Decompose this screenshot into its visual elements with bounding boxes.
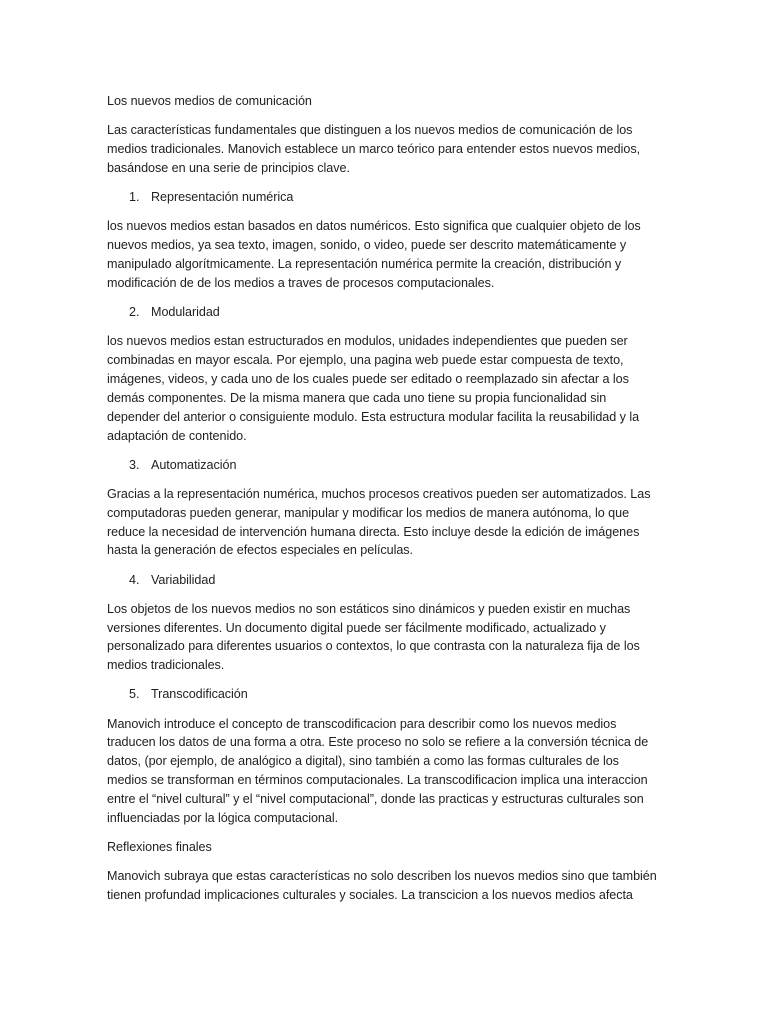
list-heading: Modularidad <box>151 304 220 319</box>
closing-heading: Reflexiones finales <box>107 840 212 855</box>
section-paragraph: Manovich introduce el concepto de transcodificacion para describir como los nuevos medios traducen los datos de una forma a otra. Este proceso no solo se refiere a la conversión técnica de datos, (por ejemplo, de analógico a digital), sino también a como las formas culturales de los medios se transforman en términos computacionales. La transcodificacion implica una interaccion entre el “nivel cultural” y el “nivel computacional”, donde las practicas y estructuras culturales son influenciadas por la lógica computacional. <box>107 716 649 826</box>
section-paragraph: Los objetos de los nuevos medios no son estáticos sino dinámicos y pueden existir en muchas versiones diferentes. Un documento digital puede ser fácilmente modificado, actualizado y personalizado para diferentes usuarios o contextos, lo que contrasta con la naturaleza fija de los medios tradicionales. <box>107 601 640 673</box>
closing-paragraph: Manovich subraya que estas características no solo describen los nuevos medios sino que también tienen profundad implicaciones culturales y sociales. La transcicion a los nuevos medios afecta <box>107 869 657 903</box>
list-item-variability <box>107 571 662 590</box>
list-number: 1. <box>129 190 140 204</box>
section-paragraph: los nuevos medios estan basados en datos numéricos. Esto significa que cualquier objeto de los nuevos medios, ya sea texto, imagen, sonido, o video, puede ser descrito matemáticamente y manipulado algorítmicamente. La representación numérica permite la creación, distribución y modificación de de los medios a traves de procesos computacionales. <box>107 219 641 290</box>
section-paragraph: los nuevos medios estan estructurados en modulos, unidades independientes que pueden ser combinadas en mayor escala. Por ejemplo, una pagina web puede estar compuesta de texto, imágenes, videos, y cada uno de los cuales puede ser editado o reemplazado sin afectar a los demás componentes. De la misma manera que cada uno tiene su propia funcionalidad sin depender del anterior o consiguiente modulo. Esta estructura modular facilita la reusabilidad y la adaptación de contenido. <box>107 334 640 443</box>
list-heading: Transcodificación <box>151 687 248 702</box>
intro-paragraph: Las características fundamentales que distinguen a los nuevos medios de comunicación de los medios tradicionales. Manovich establece un marco teórico para entender estos nuevos medios, basándose en una serie de principios clave. <box>107 123 641 175</box>
list-number: 5. <box>129 687 140 702</box>
document-page <box>107 92 662 915</box>
list-item-modularity <box>107 303 662 322</box>
list-item-transcoding <box>107 685 662 704</box>
section-paragraph: Gracias a la representación numérica, muchos procesos creativos pueden ser automatizados. Las computadoras pueden generar, manipular y modificar los medios de manera autónoma, lo que reduce la necesidad de intervención humana directa. Esto incluye desde la edición de imágenes hasta la generación de efectos especiales en películas. <box>107 486 651 558</box>
list-item-numeric-representation <box>107 188 662 207</box>
list-number: 4. <box>129 572 140 587</box>
list-heading: Variabilidad <box>151 572 216 587</box>
document-title: Los nuevos medios de comunicación <box>107 94 312 108</box>
list-heading: Automatización <box>151 457 237 472</box>
list-item-automation <box>107 456 662 475</box>
list-number: 3. <box>129 457 140 472</box>
list-heading: Representación numérica <box>151 190 294 204</box>
list-number: 2. <box>129 304 140 319</box>
